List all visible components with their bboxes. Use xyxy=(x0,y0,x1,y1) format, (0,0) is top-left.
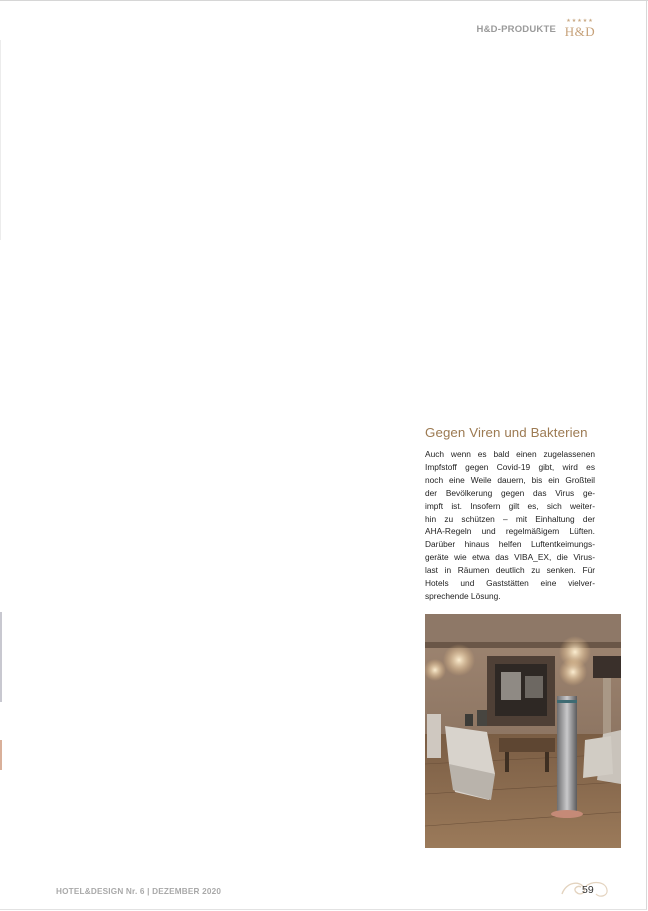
logo-mark: H&D xyxy=(564,24,596,39)
body-line: impft ist. Insofern gilt es, sich weiter- xyxy=(425,500,595,511)
body-line: Auch wenn es bald einen zugelassenen xyxy=(425,449,595,459)
page-number-area xyxy=(560,878,610,902)
edge-mark xyxy=(0,40,1,240)
body-line: noch eine Weile dauern, bis ein Großteil xyxy=(425,474,595,485)
article-heading: Gegen Viren und Bakterien xyxy=(425,425,588,440)
edge-mark xyxy=(0,612,2,702)
lobby-illustration xyxy=(425,614,621,848)
article-body xyxy=(425,448,595,603)
body-line: sprechende Lösung. xyxy=(425,590,501,601)
body-line: hin zu schützen – mit Einhaltung der xyxy=(425,513,595,524)
previous-page-edge xyxy=(0,40,2,760)
article xyxy=(425,425,595,603)
edge-mark xyxy=(0,740,2,770)
page-header xyxy=(477,18,596,40)
body-line: der Bevölkerung gegen das Virus ge- xyxy=(425,487,595,498)
body-line: AHA-Regeln und regelmäßigem Lüften. xyxy=(425,526,595,537)
body-line: Darüber hinaus helfen Luftentkeimungs- xyxy=(425,539,595,550)
publication-info: HOTEL&DESIGN Nr. 6 | DEZEMBER 2020 xyxy=(56,887,222,896)
body-line: Impfstoff gegen Covid-19 gibt, wird es xyxy=(425,461,595,472)
body-line: geräte wie etwa das VIBA_EX, die Virus- xyxy=(425,552,595,563)
top-rule xyxy=(0,0,648,1)
section-label: H&D-PRODUKTE xyxy=(476,23,556,35)
logo-stars: ★★★★★ xyxy=(566,18,594,24)
hotel-lobby-photo xyxy=(425,614,621,848)
body-line: Hotels und Gaststätten eine vielver- xyxy=(425,578,595,589)
body-line: last in Räumen deutlich zu senken. Für xyxy=(425,565,595,576)
page-number: 59 xyxy=(582,884,594,896)
hd-logo xyxy=(564,18,596,40)
